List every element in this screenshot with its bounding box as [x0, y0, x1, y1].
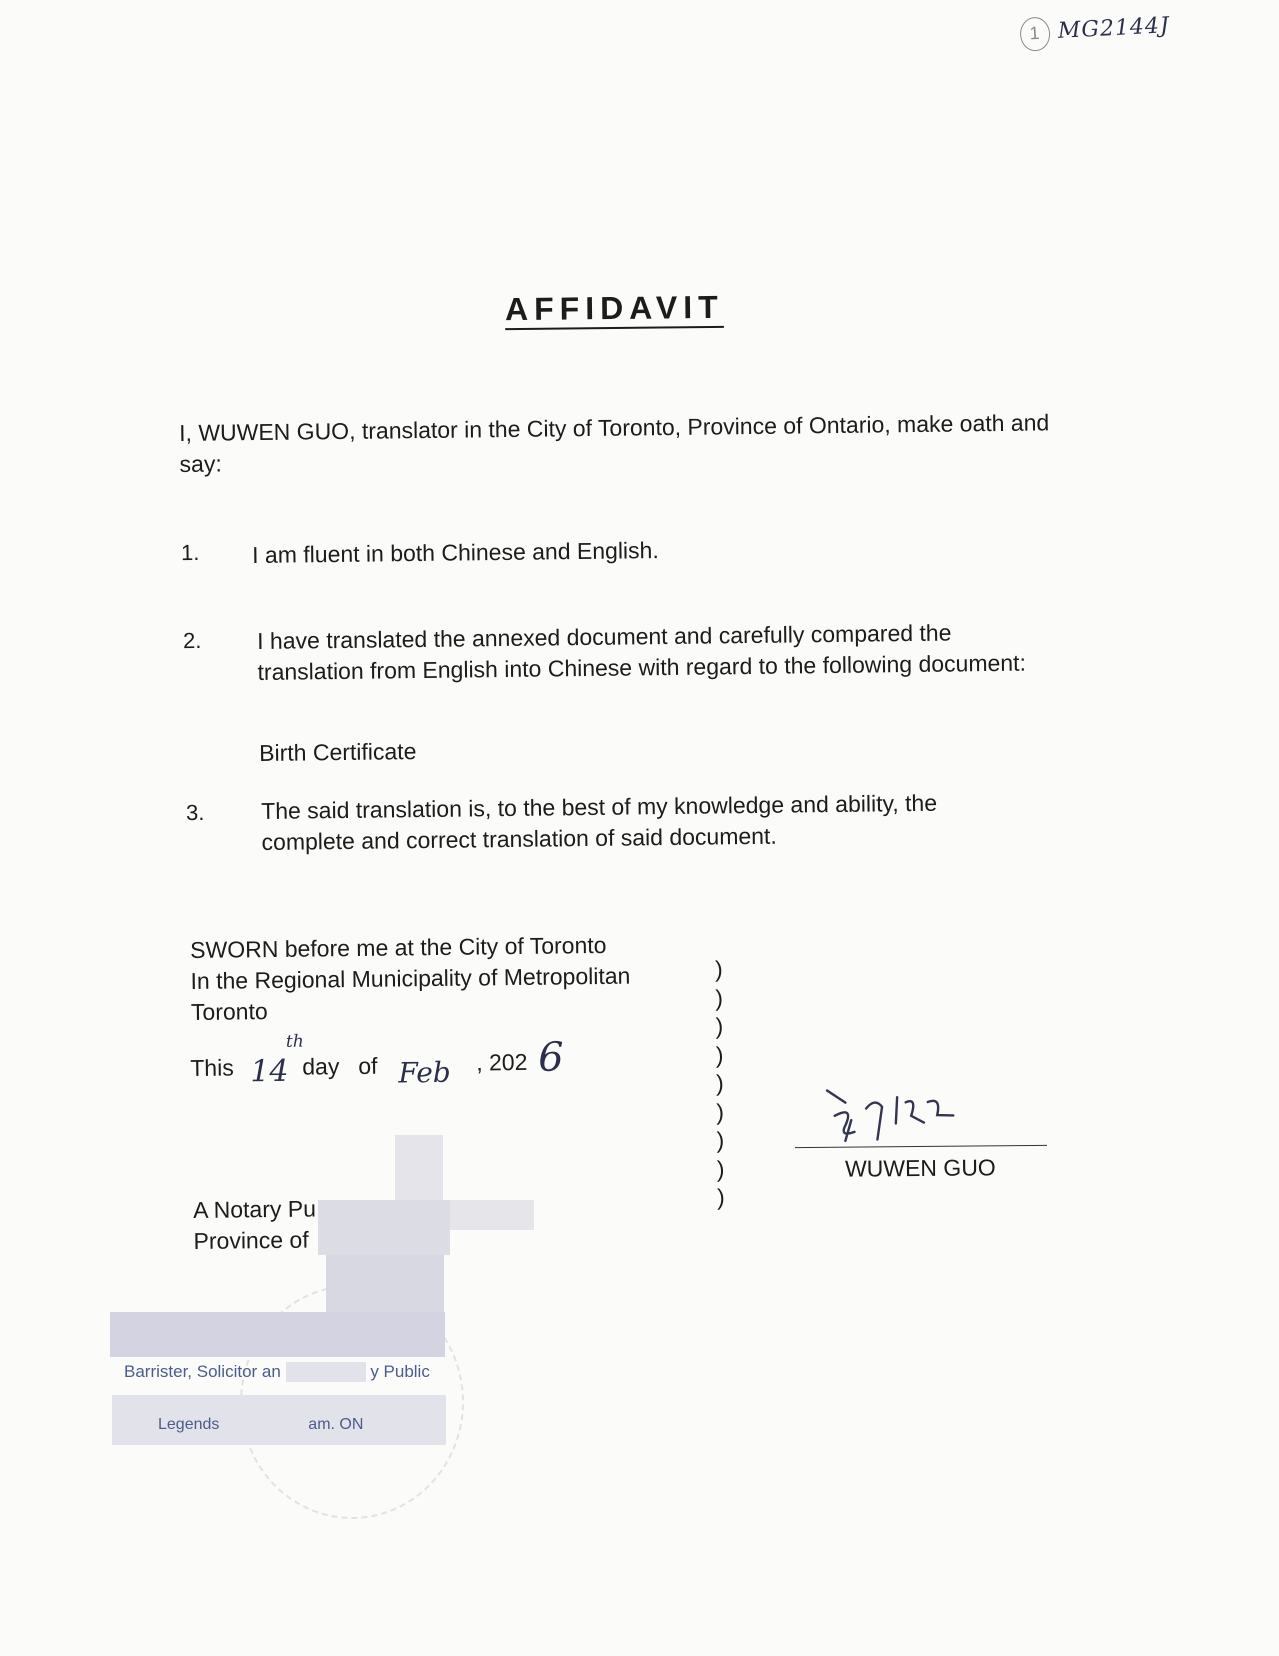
day-label: day — [302, 1053, 340, 1080]
stamp-line-1: Barrister, Solicitor an y Public — [124, 1362, 430, 1381]
redaction-block — [318, 1200, 450, 1255]
notary-block — [193, 1194, 316, 1257]
signatory-name: WUWEN GUO — [844, 1154, 996, 1182]
bracket-column — [715, 955, 725, 1212]
circled-mark: 1 — [1019, 16, 1051, 52]
bracket: ) — [715, 1069, 724, 1097]
handwritten-signature — [821, 1067, 979, 1162]
item-text: I have translated the annexed document and carefully compared the translation from English into Chinese with regard to the following document: — [257, 619, 1027, 685]
reference-code: MG2144J — [1057, 13, 1171, 44]
year-prefix: , 202 — [476, 1048, 528, 1076]
this-label: This — [190, 1054, 234, 1081]
handwritten-reference-note — [1019, 10, 1170, 52]
page-title: AFFIDAVIT — [504, 288, 724, 328]
intro-paragraph: I, WUWEN GUO, translator in the City of Toronto, Province of Ontario, make oath and say: — [179, 409, 1050, 477]
bracket: ) — [716, 1183, 725, 1211]
redaction-block — [326, 1255, 444, 1315]
sworn-line-1: SWORN before me at the City of Toronto — [190, 931, 607, 963]
sworn-line-2: In the Regional Municipality of Metropolitan — [190, 962, 631, 994]
stamp-line-2: Legends am. ON — [158, 1416, 364, 1433]
handwritten-day-suffix: th — [285, 1031, 304, 1052]
of-label: of — [358, 1052, 378, 1079]
item-number: 2. — [182, 627, 202, 654]
bracket: ) — [715, 1041, 724, 1068]
item-text: The said translation is, to the best of my knowledge and ability, the complete and correct translation of said document. — [261, 789, 938, 855]
sworn-line-3: Toronto — [190, 998, 268, 1025]
sworn-block — [190, 929, 711, 1028]
item-text: I am fluent in both Chinese and English. — [252, 537, 659, 568]
handwritten-day: 14 — [250, 1053, 289, 1090]
bracket: ) — [716, 1126, 725, 1154]
bracket: ) — [716, 1098, 725, 1125]
item-number: 3. — [185, 799, 205, 826]
notary-line-1: A Notary Pu — [193, 1195, 317, 1223]
bracket: ) — [716, 1155, 725, 1182]
sworn-date-line — [190, 1031, 591, 1105]
handwritten-month: Feb — [398, 1055, 451, 1090]
bracket: ) — [715, 1012, 724, 1040]
notary-line-2: Province of — [193, 1226, 309, 1254]
redaction-block — [450, 1200, 534, 1230]
document-name: Birth Certificate — [259, 738, 417, 766]
redaction-block — [110, 1312, 445, 1357]
handwritten-year-digit: 6 — [537, 1034, 564, 1081]
bracket: ) — [715, 984, 724, 1011]
item-number: 1. — [180, 539, 200, 566]
bracket: ) — [714, 955, 723, 983]
